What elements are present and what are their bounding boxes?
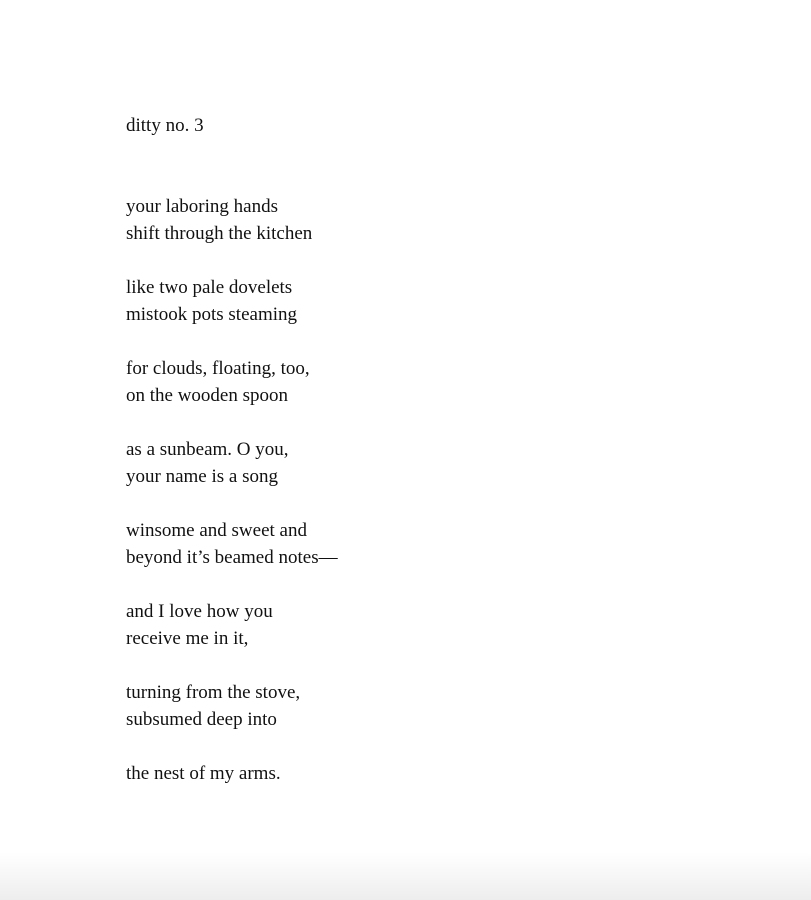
stanza-7 bbox=[126, 679, 338, 733]
stanza-1 bbox=[126, 193, 338, 247]
poem-body bbox=[126, 193, 338, 814]
poem-line: the nest of my arms. bbox=[126, 763, 281, 784]
poem-line: beyond it’s beamed notes— bbox=[126, 547, 338, 568]
poem-line: subsumed deep into bbox=[126, 709, 277, 730]
stanza-3 bbox=[126, 355, 338, 409]
poem-line: on the wooden spoon bbox=[126, 385, 289, 406]
bottom-shadow bbox=[0, 852, 811, 900]
poem-line: winsome and sweet and bbox=[126, 520, 307, 541]
stanza-8 bbox=[126, 760, 338, 787]
poem-line: like two pale dovelets bbox=[126, 277, 293, 298]
poem-title: ditty no. 3 bbox=[126, 115, 204, 136]
poem-line: your laboring hands bbox=[126, 196, 278, 217]
stanza-2 bbox=[126, 274, 338, 328]
poem-line: turning from the stove, bbox=[126, 682, 301, 703]
stanza-6 bbox=[126, 598, 338, 652]
poem-line: your name is a song bbox=[126, 466, 278, 487]
poem-line: receive me in it, bbox=[126, 628, 249, 649]
poem-line: and I love how you bbox=[126, 601, 273, 622]
poem-line: mistook pots steaming bbox=[126, 304, 297, 325]
poem-line: as a sunbeam. O you, bbox=[126, 439, 289, 460]
poem-line: shift through the kitchen bbox=[126, 223, 313, 244]
stanza-5 bbox=[126, 517, 338, 571]
stanza-4 bbox=[126, 436, 338, 490]
poem-line: for clouds, floating, too, bbox=[126, 358, 310, 379]
